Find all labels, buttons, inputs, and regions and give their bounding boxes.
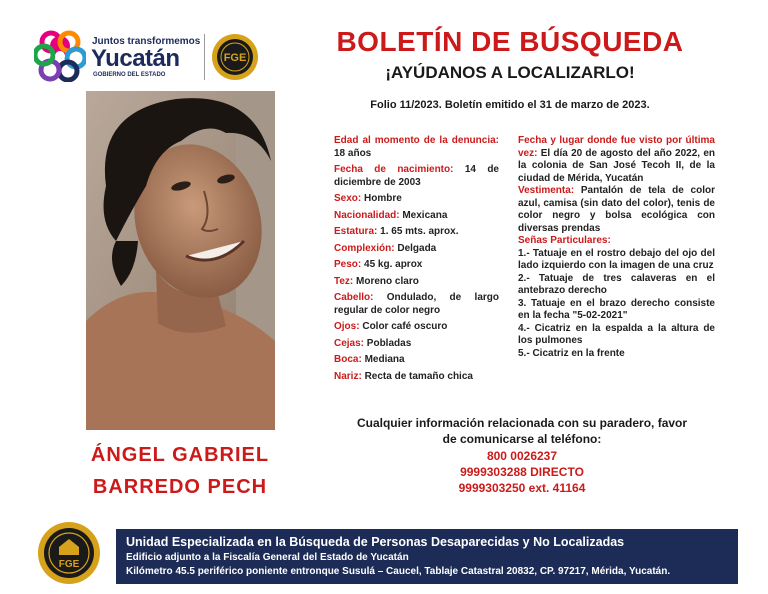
sighting-details — [518, 135, 715, 360]
clothing: Vestimenta: Pantalón de tela de color azul, camisa (sin dato del color), tenis de color negro y bolsa ecológica con diversas prendas — [518, 185, 715, 234]
last-seen: Fecha y lugar donde fue visto por última vez: El día 20 de agosto del año 2022, en la colonia de San José Tecoh II, de la ciudad de Mérida, Yucatán — [518, 135, 715, 184]
yucatan-government-logo — [34, 30, 274, 90]
logo-divider — [204, 34, 205, 80]
mark-item: 4.- Cicatriz en la espalda a la altura de los pulmones — [518, 322, 715, 346]
detail-build: Complexión: Delgada — [334, 242, 437, 254]
fge-footer-seal-icon — [37, 521, 101, 585]
mark-item: 3. Tatuaje en el brazo derecho consiste en la fecha "5-02-2021" — [518, 297, 715, 321]
contact-request — [322, 415, 722, 447]
marks-label: Señas Particulares: — [518, 235, 611, 246]
phone-number[interactable]: 9999303250 ext. 41164 — [458, 481, 586, 495]
detail-eyes: Ojos: Color café oscuro — [334, 321, 448, 332]
person-first-names: ÁNGEL GABRIEL — [90, 444, 270, 466]
detail-eyebrows: Cejas: Pobladas — [334, 337, 412, 349]
contact-line-2: de comunicarse al teléfono: — [442, 432, 602, 446]
detail-complexion: Tez: Moreno claro — [334, 275, 419, 287]
distinguishing-marks — [518, 235, 715, 360]
footer-banner — [116, 529, 738, 584]
seal-label: FGE — [223, 52, 247, 64]
footer-building: Edificio adjunto a la Fiscalía General del Estado de Yucatán — [126, 552, 409, 563]
contact-phones — [322, 448, 722, 496]
detail-nationality: Nacionalidad: Mexicana — [334, 209, 448, 221]
logo-subtitle: GOBIERNO DEL ESTADO — [93, 72, 166, 78]
detail-age: Edad al momento de la denuncia: 18 años — [334, 135, 499, 159]
footer-address: Kilómetro 45.5 periférico poniente entronque Susulá – Caucel, Tablaje Catastral 20832, CP. 97217, Mérida, Yucatán. — [126, 566, 671, 577]
bulletin-title: BOLETÍN DE BÚSQUEDA — [336, 26, 684, 57]
mark-item: 2.- Tatuaje de tres calaveras en el antebrazo derecho — [518, 272, 715, 296]
detail-birthdate: Fecha de nacimiento: 14 de diciembre de 2003 — [334, 164, 499, 188]
footer-seal-label: FGE — [58, 559, 80, 570]
fge-seal-icon — [211, 33, 259, 81]
phone-number[interactable]: 9999303288 DIRECTO — [460, 465, 584, 479]
bulletin-folio: Folio 11/2023. Boletín emitido el 31 de marzo de 2023. — [370, 99, 650, 111]
mark-item: 1.- Tatuaje en el rostro debajo del ojo del lado izquierdo con la imagen de una cruz — [518, 247, 715, 271]
bulletin-subtitle: ¡AYÚDANOS A LOCALIZARLO! — [385, 63, 635, 82]
mark-item: 5.- Cicatriz en la frente — [518, 347, 625, 359]
contact-line-1: Cualquier información relacionada con su paradero, favor — [356, 416, 688, 430]
personal-details — [334, 135, 499, 387]
flower-logo-icon — [34, 30, 86, 82]
detail-mouth: Boca: Mediana — [334, 354, 405, 365]
person-last-names: BARREDO PECH — [92, 476, 268, 498]
logo-name: Yucatán — [91, 45, 180, 72]
missing-person-photo — [86, 91, 275, 430]
detail-sex: Sexo: Hombre — [334, 193, 402, 204]
detail-height: Estatura: 1. 65 mts. aprox. — [334, 226, 459, 237]
phone-number[interactable]: 800 0026237 — [486, 449, 558, 463]
detail-weight: Peso: 45 kg. aprox — [334, 259, 423, 270]
detail-nose: Nariz: Recta de tamaño chica — [334, 370, 473, 382]
detail-hair: Cabello: Ondulado, de largo regular de color negro — [334, 292, 499, 316]
footer-unit: Unidad Especializada en la Búsqueda de Personas Desaparecidas y No Localizadas — [126, 535, 625, 549]
logo-tagline: Juntos transformemos — [92, 36, 201, 47]
